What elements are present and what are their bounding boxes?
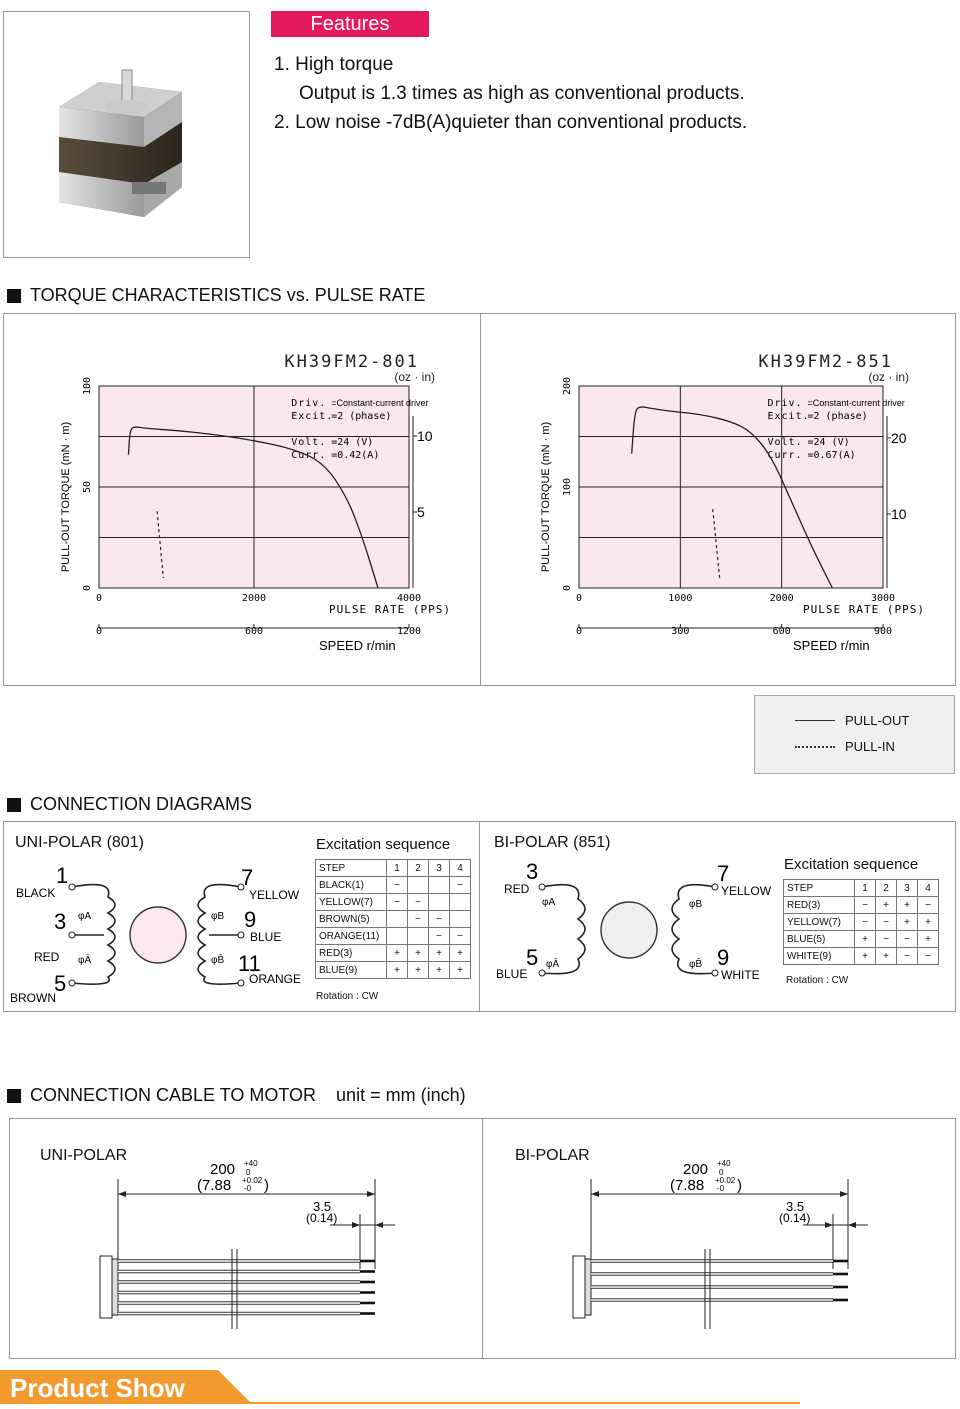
connection-panel <box>3 821 956 1012</box>
uni-pin-7: 7 <box>241 865 254 890</box>
table-cell: + <box>429 962 450 979</box>
cable-unit: unit = mm (inch) <box>336 1085 466 1105</box>
dotted-line-icon <box>795 746 835 748</box>
chart-legend <box>754 695 955 774</box>
uni-table-header <box>316 860 471 877</box>
table-cell: RED(3) <box>784 897 855 914</box>
table-cell: STEP <box>784 880 855 897</box>
panel-divider <box>479 822 480 1011</box>
bi-phase-bbar: φB̄ <box>689 959 703 970</box>
strip-mm: 3.5 <box>313 1199 332 1214</box>
chart-title: KH39FM2-801 <box>284 352 419 372</box>
bi-phase-a: φA <box>542 897 556 908</box>
section-square-icon <box>7 1089 21 1103</box>
torque-section-title-text: TORQUE CHARACTERISTICS vs. PULSE RATE <box>30 285 426 305</box>
table-cell: 4 <box>918 880 939 897</box>
connector-housing <box>573 1256 585 1318</box>
table-cell: + <box>387 962 408 979</box>
table-cell: 1 <box>855 880 876 897</box>
annot-excit-label: Excit. <box>767 411 810 422</box>
uni-phase-b: φB <box>211 911 225 922</box>
table-cell: + <box>450 945 471 962</box>
strip-in: (0.14) <box>306 1211 338 1225</box>
annot-excit-value: =2 (phase) <box>807 411 868 422</box>
table-cell: + <box>876 897 897 914</box>
table-row <box>784 931 939 948</box>
x-tick-label: 0 <box>575 593 583 604</box>
table-cell: ORANGE(11) <box>316 928 387 945</box>
table-cell: + <box>876 948 897 965</box>
y-axis-label: PULL-OUT TORQUE (mN · m) <box>60 421 72 573</box>
bi-pin-5-color: BLUE <box>496 967 528 981</box>
y-axis-label: PULL-OUT TORQUE (mN · m) <box>540 421 552 573</box>
feature-item-1: 1. High torque <box>274 54 394 75</box>
y2-tick-label: 20 <box>891 430 907 446</box>
connection-section-title <box>7 794 252 815</box>
legend-pull-in-label: PULL-IN <box>845 739 895 754</box>
cable-drawing-uni <box>10 1119 480 1358</box>
length-in-tol-minus: -0 <box>244 1184 252 1193</box>
table-cell: BLUE(5) <box>784 931 855 948</box>
table-cell: 4 <box>450 860 471 877</box>
table-cell: − <box>876 931 897 948</box>
uni-phase-a: φA <box>78 911 92 922</box>
x-tick-label: 4000 <box>396 593 422 604</box>
x-tick-label: 0 <box>95 593 103 604</box>
table-cell: − <box>918 948 939 965</box>
table-cell: − <box>918 897 939 914</box>
y-tick-label: 200 <box>562 376 573 396</box>
table-cell: RED(3) <box>316 945 387 962</box>
length-tol-plus: +40 <box>717 1159 731 1168</box>
y2-tick-label: 10 <box>417 428 433 444</box>
bi-table-header <box>784 880 939 897</box>
y-tick-label: 0 <box>562 584 573 592</box>
table-cell: + <box>855 948 876 965</box>
bi-rotation: Rotation : CW <box>786 975 849 986</box>
table-cell: − <box>429 911 450 928</box>
table-cell: 1 <box>387 860 408 877</box>
y-tick-label: 100 <box>562 477 573 497</box>
uni-pin-5: 5 <box>54 971 67 996</box>
speed-axis-label: SPEED r/min <box>793 638 870 653</box>
table-cell <box>429 894 450 911</box>
table-cell: − <box>408 911 429 928</box>
length-in-close: ) <box>264 1177 269 1194</box>
table-cell: + <box>450 962 471 979</box>
y2-tick-label: 5 <box>417 504 425 520</box>
bi-pin-9-color: WHITE <box>721 968 760 982</box>
cable-uni-label: UNI-POLAR <box>40 1147 128 1164</box>
arrowhead-icon <box>375 1222 383 1228</box>
length-mm: 200 <box>683 1161 709 1178</box>
product-show-banner <box>0 1370 960 1404</box>
annot-excit-label: Excit. <box>291 411 334 422</box>
y-tick-label: 0 <box>82 584 93 592</box>
cable-bi-label: BI-POLAR <box>515 1147 590 1164</box>
y2-axis-unit: (oz · in) <box>394 370 435 384</box>
arrowhead-icon <box>591 1191 599 1197</box>
x-tick-label: 3000 <box>870 593 896 604</box>
table-cell: + <box>408 962 429 979</box>
speed-tick-label: 900 <box>873 626 893 637</box>
table-row <box>316 894 471 911</box>
table-cell <box>408 877 429 894</box>
length-tol-plus: +40 <box>244 1159 258 1168</box>
x-tick-label: 2000 <box>769 593 794 604</box>
table-cell <box>429 877 450 894</box>
table-cell: 2 <box>876 880 897 897</box>
cable-section-title <box>7 1085 466 1106</box>
table-cell: − <box>897 931 918 948</box>
bi-pin-5: 5 <box>526 945 539 970</box>
annot-curr-label: Curr. <box>291 450 327 461</box>
uni-pin-3: 3 <box>54 909 67 934</box>
feature-item-1-detail: Output is 1.3 times as high as conventional products. <box>299 83 745 104</box>
table-cell <box>450 911 471 928</box>
chart-title: KH39FM2-851 <box>758 352 893 372</box>
table-cell: + <box>918 914 939 931</box>
bi-pin-7: 7 <box>717 861 730 886</box>
uni-pin-7-color: YELLOW <box>249 888 300 902</box>
table-cell: 3 <box>429 860 450 877</box>
arrowhead-icon <box>825 1222 833 1228</box>
bi-phase-b: φB <box>689 899 703 910</box>
table-cell <box>387 928 408 945</box>
uni-excitation-title: Excitation sequence <box>316 836 451 853</box>
annot-volt-value: =24 (V) <box>331 437 374 448</box>
table-cell: − <box>450 928 471 945</box>
annot-volt-label: Volt. <box>291 437 327 448</box>
speed-tick-label: 0 <box>95 626 103 637</box>
legend-pull-out <box>795 713 909 728</box>
speed-tick-label: 300 <box>671 626 690 637</box>
table-cell <box>408 928 429 945</box>
product-show-banner-shape <box>0 1370 960 1404</box>
uni-phase-bbar: φB̄ <box>211 955 225 966</box>
bi-phase-abar: φĀ <box>546 959 560 970</box>
annot-curr-label: Curr. <box>767 450 803 461</box>
length-tol-minus: 0 <box>719 1168 724 1177</box>
uni-rotation: Rotation : CW <box>316 991 379 1002</box>
length-in: (7.88 <box>670 1177 705 1194</box>
legend-pull-out-label: PULL-OUT <box>845 713 910 728</box>
uni-pin-5-color: BROWN <box>10 991 56 1005</box>
speed-tick-label: 600 <box>772 626 791 637</box>
uni-polar-title: UNI-POLAR (801) <box>15 834 144 851</box>
cable-section-title-text: CONNECTION CABLE TO MOTOR <box>30 1085 317 1105</box>
annot-driv-value: =Constant-current driver <box>331 398 429 408</box>
motor-photo <box>3 11 250 258</box>
strip-mm: 3.5 <box>786 1199 805 1214</box>
length-mm: 200 <box>210 1161 236 1178</box>
torque-chart-851 <box>481 314 955 685</box>
table-cell: + <box>897 897 918 914</box>
uni-pin-9-color: BLUE <box>250 930 282 944</box>
table-cell <box>387 911 408 928</box>
connector-tab <box>585 1259 591 1315</box>
table-cell: BROWN(5) <box>316 911 387 928</box>
arrowhead-icon <box>352 1222 360 1228</box>
solid-line-icon <box>795 720 835 721</box>
uni-excitation-table <box>315 859 471 979</box>
table-row <box>316 877 471 894</box>
table-cell: 3 <box>897 880 918 897</box>
bi-excitation-table <box>783 879 939 965</box>
speed-axis-label: SPEED r/min <box>319 638 396 653</box>
length-in-tol-minus: -0 <box>717 1184 725 1193</box>
y2-axis-unit: (oz · in) <box>868 370 909 384</box>
table-row <box>316 962 471 979</box>
annot-driv-label: Driv. <box>291 398 327 409</box>
table-cell: − <box>876 914 897 931</box>
table-cell: BLUE(9) <box>316 962 387 979</box>
table-row <box>316 911 471 928</box>
legend-pull-in <box>795 739 895 754</box>
uni-pin-3-color: RED <box>34 950 60 964</box>
table-cell: + <box>855 931 876 948</box>
table-cell: − <box>387 877 408 894</box>
table-cell: − <box>408 894 429 911</box>
annot-driv-value: =Constant-current driver <box>807 398 905 408</box>
table-row <box>784 948 939 965</box>
stepper-motor-image <box>4 12 249 257</box>
table-cell: − <box>387 894 408 911</box>
feature-item-2: 2. Low noise -7dB(A)quieter than conventional products. <box>274 112 748 133</box>
arrowhead-icon <box>848 1222 856 1228</box>
table-cell: − <box>450 877 471 894</box>
bi-pin-7-color: YELLOW <box>721 884 772 898</box>
y-tick-label: 50 <box>82 480 93 494</box>
annot-driv-label: Driv. <box>767 398 803 409</box>
annot-volt-label: Volt. <box>767 437 803 448</box>
torque-section-title <box>7 285 425 306</box>
bi-pin-3-color: RED <box>504 882 530 896</box>
table-cell: 2 <box>408 860 429 877</box>
uni-pin-11-color: ORANGE <box>249 972 302 986</box>
annot-excit-value: =2 (phase) <box>331 411 392 422</box>
table-row <box>784 914 939 931</box>
uni-pin-9: 9 <box>244 907 257 932</box>
bi-polar-wiring-diagram <box>484 857 784 1007</box>
arrowhead-icon <box>840 1191 848 1197</box>
table-cell: YELLOW(7) <box>784 914 855 931</box>
length-in-close: ) <box>737 1177 742 1194</box>
table-cell: BLACK(1) <box>316 877 387 894</box>
speed-tick-label: 1200 <box>396 626 422 637</box>
table-cell <box>450 894 471 911</box>
bi-excitation-title: Excitation sequence <box>784 856 919 873</box>
table-cell: YELLOW(7) <box>316 894 387 911</box>
x-tick-label: 2000 <box>241 593 267 604</box>
product-show-title: Product Show <box>10 1373 185 1403</box>
length-tol-minus: 0 <box>246 1168 251 1177</box>
y-tick-label: 100 <box>82 376 93 396</box>
table-row <box>316 945 471 962</box>
connection-section-title-text: CONNECTION DIAGRAMS <box>30 794 253 814</box>
table-cell: + <box>918 931 939 948</box>
x-tick-label: 1000 <box>668 593 693 604</box>
connector-housing <box>100 1256 112 1318</box>
uni-pin-11: 11 <box>238 951 261 976</box>
table-cell: + <box>897 914 918 931</box>
features-tag: Features <box>271 11 429 37</box>
table-cell: WHITE(9) <box>784 948 855 965</box>
annot-volt-value: =24 (V) <box>807 437 850 448</box>
y2-tick-label: 10 <box>891 506 907 522</box>
arrowhead-icon <box>118 1191 126 1197</box>
uni-polar-wiring-diagram <box>4 857 314 1007</box>
connector-tab <box>112 1259 118 1315</box>
table-cell: − <box>855 914 876 931</box>
speed-tick-label: 0 <box>575 626 583 637</box>
uni-pin-1: 1 <box>56 863 69 888</box>
bi-pin-3: 3 <box>526 859 539 884</box>
section-square-icon <box>7 289 21 303</box>
bi-pin-9: 9 <box>717 945 730 970</box>
table-cell: + <box>429 945 450 962</box>
uni-phase-abar: φĀ <box>78 955 92 966</box>
table-cell: STEP <box>316 860 387 877</box>
torque-chart-801 <box>4 314 480 685</box>
speed-tick-label: 600 <box>244 626 264 637</box>
arrowhead-icon <box>367 1191 375 1197</box>
cable-drawing-bi <box>483 1119 953 1358</box>
length-in: (7.88 <box>197 1177 232 1194</box>
table-row <box>784 897 939 914</box>
table-row <box>316 928 471 945</box>
torque-charts-panel <box>3 313 956 686</box>
table-cell: − <box>855 897 876 914</box>
bi-polar-title: BI-POLAR (851) <box>494 834 611 851</box>
x-axis-label: PULSE RATE (PPS) <box>803 603 925 616</box>
length-in-tol-plus: +0.02 <box>242 1176 263 1185</box>
length-in-tol-plus: +0.02 <box>715 1176 736 1185</box>
strip-in: (0.14) <box>779 1211 811 1225</box>
table-cell: − <box>429 928 450 945</box>
table-cell: − <box>897 948 918 965</box>
uni-pin-1-color: BLACK <box>16 886 56 900</box>
section-square-icon <box>7 798 21 812</box>
table-cell: + <box>408 945 429 962</box>
annot-curr-value: =0.42(A) <box>331 450 380 461</box>
table-cell: + <box>387 945 408 962</box>
x-axis-label: PULSE RATE (PPS) <box>329 603 451 616</box>
cable-panel <box>9 1118 956 1359</box>
annot-curr-value: =0.67(A) <box>807 450 856 461</box>
